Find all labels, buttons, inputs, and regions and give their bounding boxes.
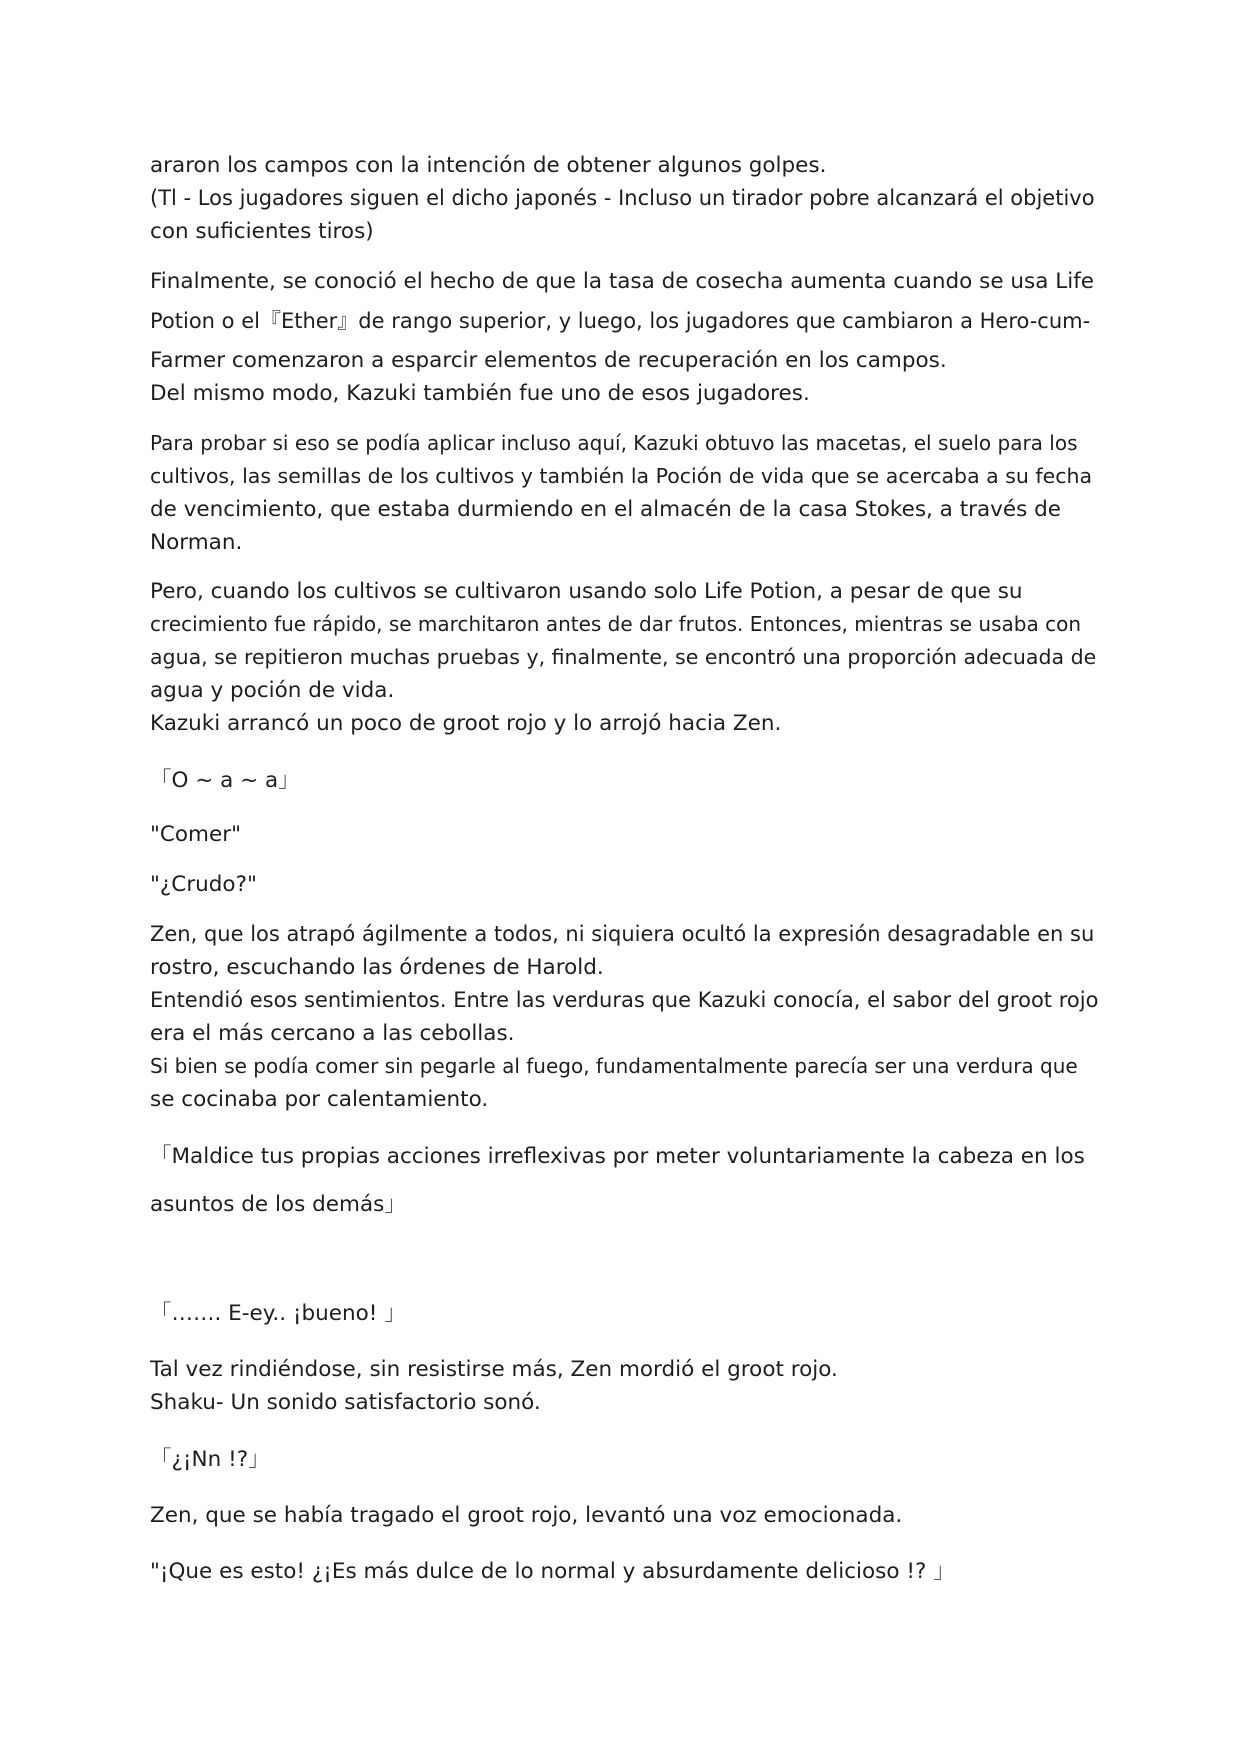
- text-line: "¡Que es esto! ¿¡Es más dulce de lo normal y absurdamente delicioso !? 」: [150, 1559, 955, 1584]
- text-line: Entendió esos sentimientos. Entre las verduras que Kazuki conocía, el sabor del groot rojo: [150, 988, 1099, 1012]
- text-line: agua y poción de vida.: [150, 678, 395, 703]
- text-line: Zen, que se había tragado el groot rojo, levantó una voz emocionada.: [150, 1503, 903, 1528]
- text-line: araron los campos con la intención de obtener algunos golpes.: [150, 153, 827, 178]
- text-line: Pero, cuando los cultivos se cultivaron usando solo Life Potion, a pesar de que su: [150, 579, 1023, 604]
- text-line: era el más cercano a las cebollas.: [150, 1021, 515, 1046]
- text-line: Kazuki arrancó un poco de groot rojo y lo arrojó hacia Zen.: [150, 711, 782, 736]
- text-line: Finalmente, se conoció el hecho de que la tasa de cosecha aumenta cuando se usa Life: [150, 269, 1094, 294]
- text-line: Del mismo modo, Kazuki también fue uno de esos jugadores.: [150, 381, 810, 406]
- text-line: agua, se repitieron muchas pruebas y, finalmente, se encontró una proporción adecuada de: [150, 645, 1097, 669]
- text-line: de vencimiento, que estaba durmiendo en el almacén de la casa Stokes, a través de: [150, 497, 1061, 522]
- text-line: (Tl - Los jugadores siguen el dicho japonés - Incluso un tirador pobre alcanzará el objetivo: [150, 186, 1095, 210]
- text-line: Si bien se podía comer sin pegarle al fuego, fundamentalmente parecía ser una verdura que: [150, 1054, 1078, 1078]
- text-line: cultivos, las semillas de los cultivos y también la Poción de vida que se acercaba a su fecha: [150, 464, 1093, 488]
- text-line: Para probar si eso se podía aplicar incluso aquí, Kazuki obtuvo las macetas, el suelo para los: [150, 431, 1078, 455]
- text-line: rostro, escuchando las órdenes de Harold.: [150, 955, 604, 980]
- text-line: crecimiento fue rápido, se marchitaron antes de dar frutos. Entonces, mientras se usaba con: [150, 612, 1081, 636]
- text-line: Zen, que los atrapó ágilmente a todos, ni siquiera ocultó la expresión desagradable en su: [150, 922, 1095, 946]
- text-line: 「¿¡Nn !?」: [150, 1447, 270, 1472]
- text-line: con suficientes tiros): [150, 219, 374, 244]
- text-line: 「……. E-ey.. ¡bueno! 」: [150, 1301, 406, 1326]
- text-line: "Comer": [150, 822, 241, 847]
- text-line: Tal vez rindiéndose, sin resistirse más, Zen mordió el groot rojo.: [150, 1357, 838, 1382]
- text-line: 「Maldice tus propias acciones irreflexivas por meter voluntariamente la cabeza en los: [150, 1144, 1085, 1169]
- text-line: 「O ~ a ~ a」: [150, 768, 300, 793]
- text-line: Farmer comenzaron a esparcir elementos de recuperación en los campos.: [150, 348, 947, 373]
- text-line: se cocinaba por calentamiento.: [150, 1087, 489, 1112]
- text-line: Shaku- Un sonido satisfactorio sonó.: [150, 1390, 541, 1415]
- text-line: Potion o el『Ether』de rango superior, y luego, los jugadores que cambiaron a Hero-cum-: [150, 309, 1091, 333]
- text-line: asuntos de los demás」: [150, 1192, 406, 1217]
- text-line: Norman.: [150, 530, 243, 555]
- text-line: "¿Crudo?": [150, 872, 257, 897]
